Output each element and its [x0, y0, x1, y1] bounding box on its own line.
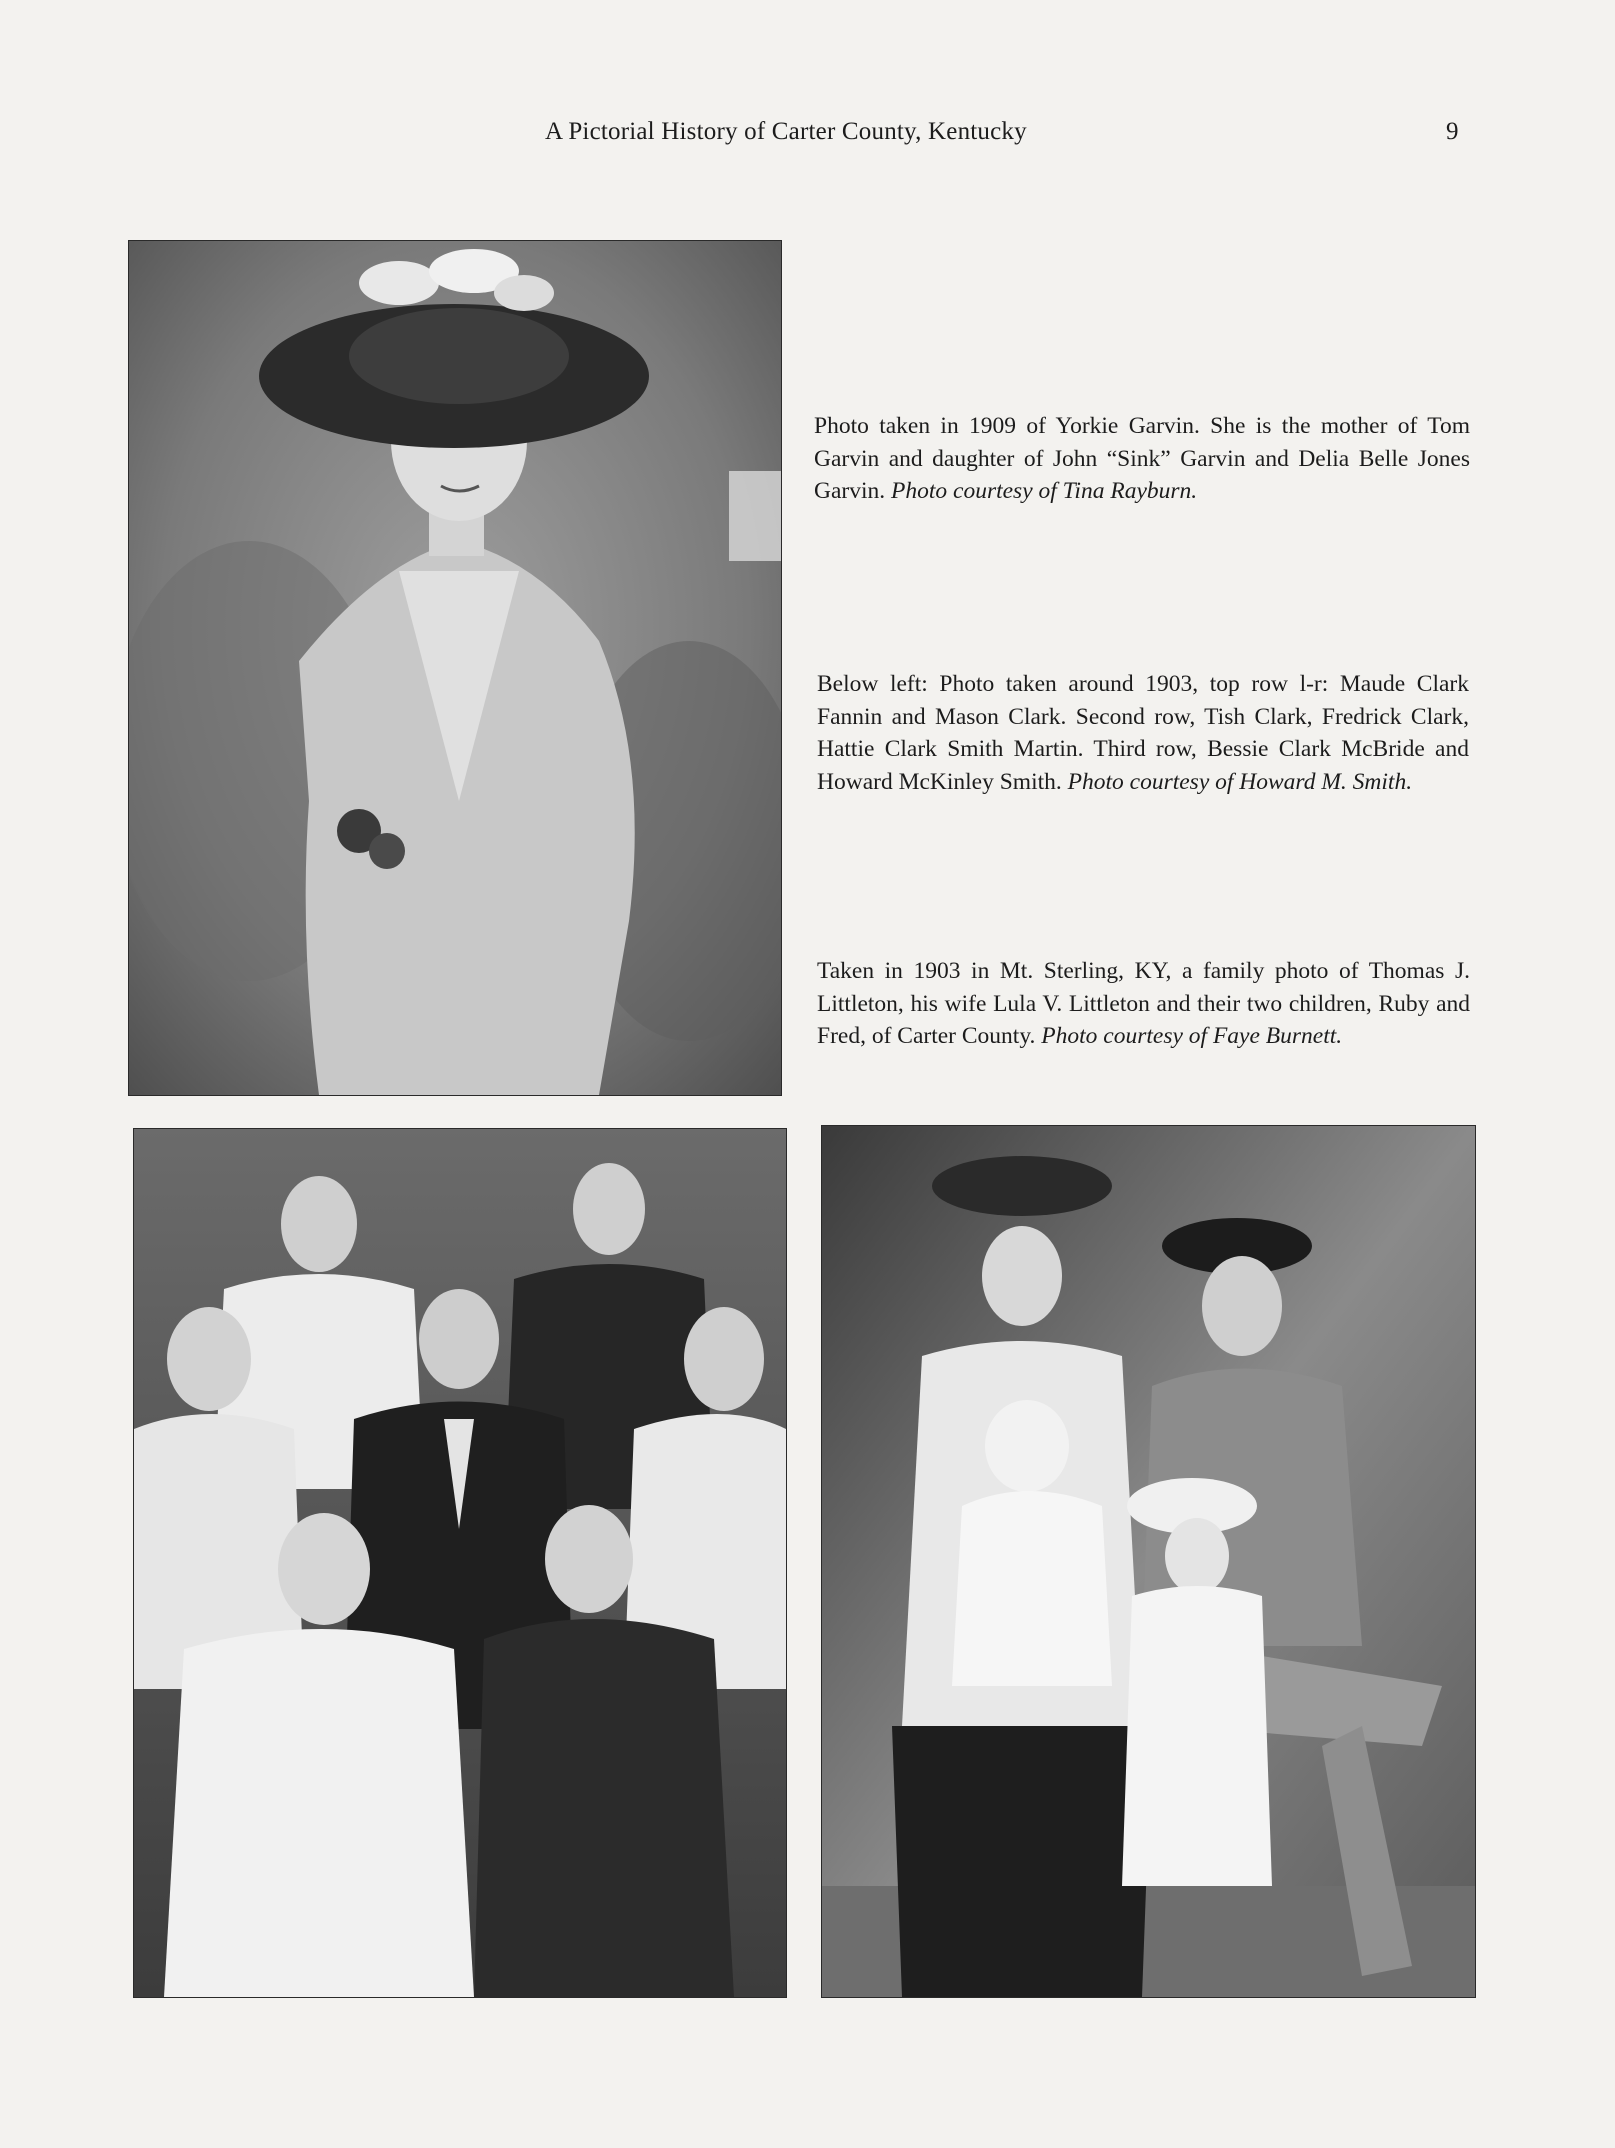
photo-yorkie-garvin — [128, 240, 782, 1096]
photo-littleton-family — [821, 1125, 1476, 1998]
caption-text: Taken in 1903 in Mt. Sterling, KY, a family photo of Thomas J. Littleton, his wife Lula V. Littleton and their two children, Ruby and Fred, of Carter County. — [817, 958, 1470, 1049]
page-number: 9 — [1446, 118, 1459, 145]
photo-clark-family — [133, 1128, 787, 1998]
running-title: A Pictorial History of Carter County, Kentucky — [545, 118, 1027, 145]
photo-credit: Photo courtesy of Tina Rayburn. — [891, 478, 1198, 504]
photo-credit: Photo courtesy of Faye Burnett. — [1041, 1023, 1343, 1049]
caption-yorkie-garvin — [814, 410, 1470, 508]
caption-text: Below left: Photo taken around 1903, top row l-r: Maude Clark Fannin and Mason Clark. Second row, Tish Clark, Fredrick Clark, Hattie Clark Smith Martin. Third row, Bessie Clark McBride and Howard McKinley Smith. — [817, 671, 1469, 795]
caption-clark-family — [817, 668, 1469, 798]
caption-text: Photo taken in 1909 of Yorkie Garvin. She is the mother of Tom Garvin and daughter of John “Sink” Garvin and Delia Belle Jones Garvin. — [814, 413, 1470, 504]
caption-littleton-family — [817, 955, 1470, 1053]
photo-credit: Photo courtesy of Howard M. Smith. — [1067, 768, 1413, 795]
page-header — [0, 118, 1615, 158]
